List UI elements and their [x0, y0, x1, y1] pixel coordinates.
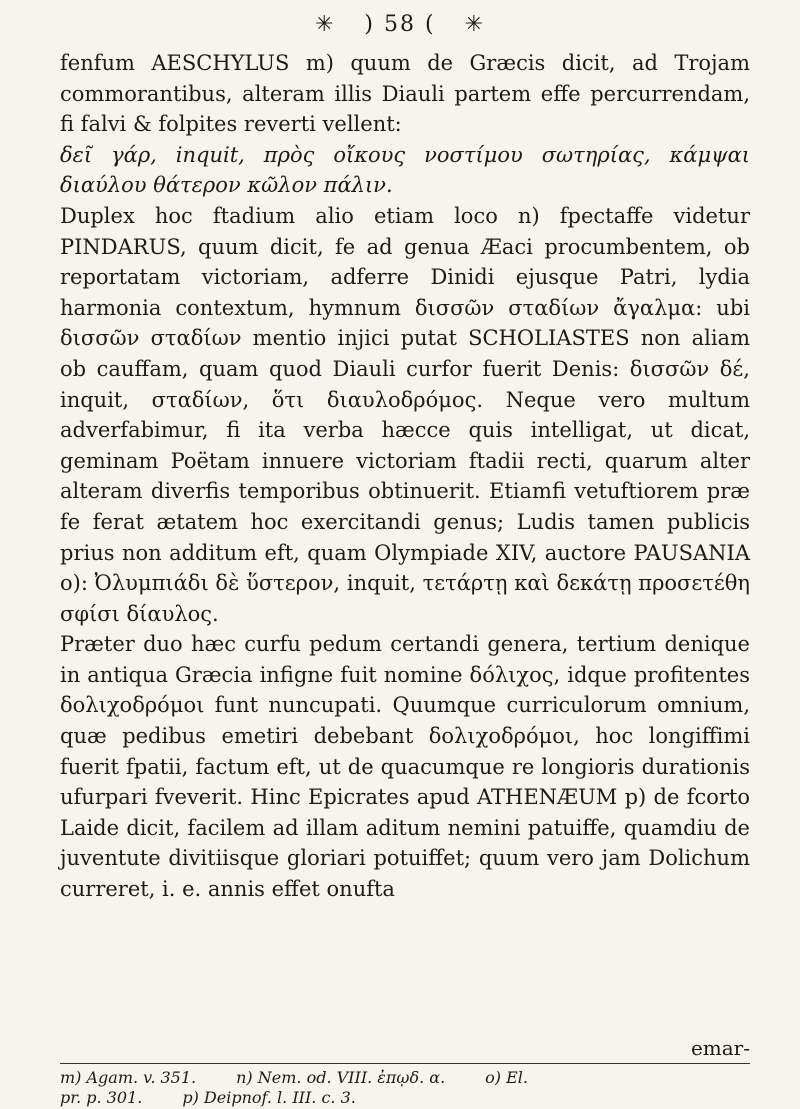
catchword: emar- — [690, 1036, 750, 1060]
footnote-n: n) Nem. od. VIII. ἐπῳδ. α. — [236, 1068, 446, 1087]
paragraph-2: Duplex hoc ftadium alio etiam loco n) fpectaffe videtur PINDARUS, quum dicit, fe ad genua Æaci procumbentem, ob reportatam victoriam, adferre Dinidi ejusque Patri, lydia harmonia contextum, hymnum δισσῶν σταδίων ἄγαλμα: ubi δισσῶν σταδίων mentio injici putat SCHOLIASTES non aliam ob cauffam, quam quod Diauli curfor fuerit Denis: δισσῶν δέ, inquit, σταδίων, ὅτι διαυλοδρόμος. Neque vero multum adverfabimur, fi ita verba hæcce quis intelligat, ut dicat, geminam Poëtam innuere victoriam ftadii recti, quarum alter alteram diverfis temporibus obtinuerit. Etiamfi vetuftiorem præ fe ferat ætatem hoc exercitandi genus; Ludis tamen publicis prius non additum eft, quam Olympiade XIV, auctore PAUSANIA o): Ὀλυμπιάδι δὲ ὕστερον, inquit, τετάρτῃ καὶ δεκάτῃ προσετέθη σφίσι δίαυλος. — [60, 203, 750, 626]
running-header — [0, 12, 800, 37]
ornament-left: ✳ — [314, 12, 336, 37]
footnote-o-cont: pr. p. 301. — [60, 1088, 143, 1107]
paragraph-1: fenfum AESCHYLUS m) quum de Græcis dicit, ad Trojam commorantibus, alteram illis Diauli partem effe percurrendam, fi falvi & folpites reverti vellent: — [60, 51, 750, 137]
ornament-right: ✳ — [464, 12, 486, 37]
main-text — [60, 48, 750, 905]
footnote-row — [60, 1068, 750, 1088]
footnote-m: m) Agam. v. 351. — [60, 1068, 197, 1087]
page-number: ) 58 ( — [364, 12, 436, 37]
footnote-o: o) El. — [485, 1068, 528, 1087]
footnote-row — [60, 1088, 750, 1108]
footnote-p: p) Deipnof. l. III. c. 3. — [182, 1088, 356, 1107]
greek-quotation: δεῖ γάρ, inquit, πρὸς οἴκους νοστίμου σωτηρίας, κάμψαι διαύλου θάτερον κῶλον πάλιν. — [60, 142, 750, 198]
footnotes — [60, 1068, 750, 1108]
footnote-rule — [60, 1063, 750, 1064]
paragraph-3: Præter duo hæc curfu pedum certandi genera, tertium denique in antiqua Græcia infigne fuit nomine δόλιχος, idque profitentes δολιχοδρόμοι funt nuncupati. Quumque curriculorum omnium, quæ pedibus emetiri debebant δολιχοδρόμοι, hoc longiffimi fuerit fpatii, factum eft, ut de quacumque re longioris durationis ufurpari fveverit. Hinc Epicrates apud ATHENÆUM p) de fcorto Laide dicit, facilem ad illam aditum nemini patuiffe, quamdiu de juventute divitiisque gloriari potuiffet; quum vero jam Dolichum curreret, i. e. annis effet onufta — [60, 632, 750, 902]
